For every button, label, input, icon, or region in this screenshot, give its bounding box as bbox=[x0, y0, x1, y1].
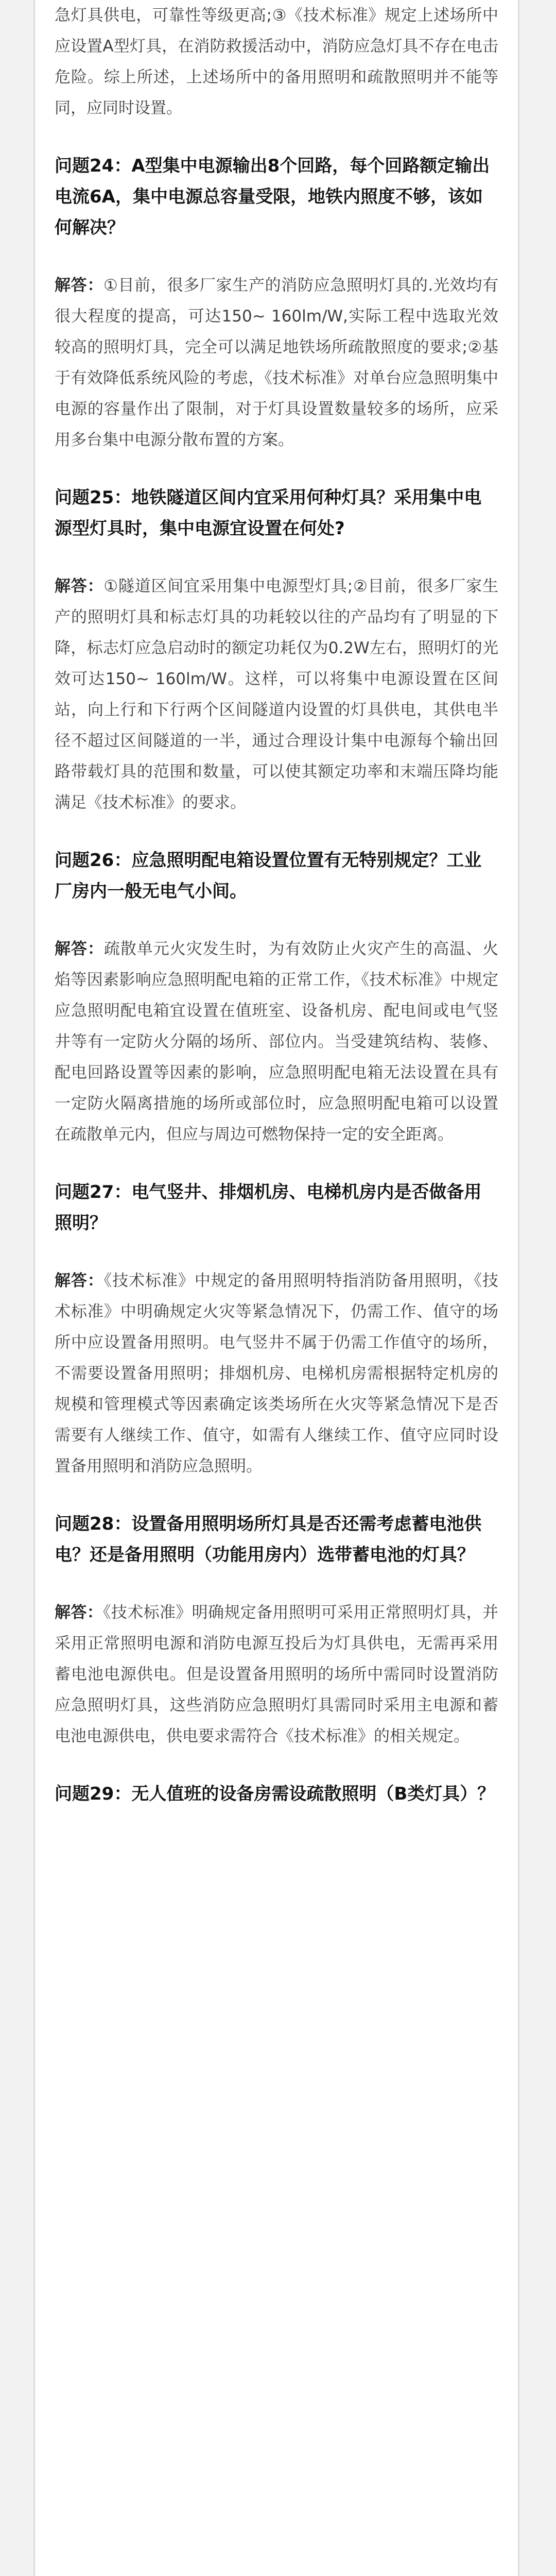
question-29 bbox=[55, 1778, 498, 1809]
question-text: 设置备用照明场所灯具是否还需考虑蓄电池供电？还是备用照明（功能用房内）选带蓄电池的灯具？ bbox=[55, 1514, 482, 1565]
answer-label: 解答： bbox=[55, 1272, 104, 1290]
question-label: 问题26： bbox=[55, 850, 132, 871]
question-label: 问题27： bbox=[55, 1182, 132, 1202]
question-27 bbox=[55, 1177, 498, 1239]
question-text: A型集中电源输出8个回路，每个回路额定输出电流6A，集中电源总容量受限，地铁内照度不够，该如何解决？ bbox=[55, 156, 490, 238]
article-content bbox=[35, 0, 518, 1809]
question-26 bbox=[55, 845, 498, 907]
answer-text: 《技术标准》中规定的备用照明特指消防备用照明，《技术标准》中明确规定火灾等紧急情况下，仍需工作、值守的场所中应设置备用照明。电气竖井不属于仍需工作值守的场所，不需要设置备用照明；排烟机房、电梯机房需根据特定机房的规模和管理模式等因素确定该类场所在火灾等紧急情况下是否需要有人继续工作、值守，如需有人继续工作、值守应同时设置备用照明和消防应急照明。 bbox=[55, 1272, 499, 1476]
answer-text: ①目前，很多厂家生产的消防应急照明灯具的.光效均有很大程度的提高，可达150~ 160lm/W,实际工程中选取光效较高的照明灯具，完全可以满足地铁场所疏散照度的要求;②基于有效降低系统风险的考虑，《技术标准》对单台应急照明集中电源的容量作出了限制，对于灯具设置数量较多的场所，应采用多台集中电源分散布置的方案。 bbox=[55, 276, 498, 449]
answer-28 bbox=[55, 1597, 498, 1752]
question-label: 问题29： bbox=[55, 1784, 132, 1804]
question-text: 应急照明配电箱设置位置有无特别规定？工业厂房内一般无电气小间。 bbox=[55, 850, 482, 902]
question-25 bbox=[55, 482, 498, 544]
question-label: 问题24： bbox=[55, 156, 132, 176]
answer-label: 解答： bbox=[55, 276, 104, 295]
answer-label: 解答： bbox=[55, 1603, 103, 1622]
answer-27 bbox=[55, 1265, 498, 1482]
article-card bbox=[33, 0, 519, 2576]
intro-paragraph: 急灯具供电，可靠性等级更高;③《技术标准》规定上述场所中应设置A型灯具，在消防救援活动中，消防应急灯具不存在电击危险。综上所述，上述场所中的备用照明和疏散照明并不能等同，应同时设置。 bbox=[55, 6, 498, 117]
answer-text: 疏散单元火灾发生时，为有效防止火灾产生的高温、火焰等因素影响应急照明配电箱的正常工作，《技术标准》中规定应急照明配电箱宜设置在值班室、设备机房、配电间或电气竖井等有一定防火分隔的场所、部位内。当受建筑结构、装修、配电回路设置等因素的影响，应急照明配电箱无法设置在具有一定防火隔离措施的场所或部位时，应急照明配电箱可以设置在疏散单元内，但应与周边可燃物保持一定的安全距离。 bbox=[55, 940, 499, 1144]
answer-label: 解答： bbox=[55, 940, 104, 958]
question-text: 无人值班的设备房需设疏散照明（B类灯具）？ bbox=[131, 1784, 495, 1804]
answer-25 bbox=[55, 571, 498, 818]
answer-text: ①隧道区间宜采用集中电源型灯具;②目前，很多厂家生产的照明灯具和标志灯具的功耗较以往的产品均有了明显的下降，标志灯应急启动时的额定功耗仅为0.2W左右，照明灯的光效可达150~ 160lm/W。这样，可以将集中电源设置在区间站，向上行和下行两个区间隧道内设置的灯具供电，其供电半径不超过区间隧道的一半，通过合理设计集中电源每个输出回路带载灯具的范围和数量，可以使其额定功率和末端压降均能满足《技术标准》的要求。 bbox=[55, 577, 499, 812]
question-text: 地铁隧道区间内宜采用何种灯具？采用集中电源型灯具时，集中电源宜设置在何处? bbox=[55, 487, 482, 539]
answer-26 bbox=[55, 934, 498, 1150]
answer-text: 《技术标准》明确规定备用照明可采用正常照明灯具，并采用正常照明电源和消防电源互投后为灯具供电，无需再采用蓄电池电源供电。但是设置备用照明的场所中需同时设置消防应急照明灯具，这些消防应急照明灯具需同时采用主电源和蓄电池电源供电，供电要求需符合《技术标准》的相关规定。 bbox=[55, 1603, 499, 1745]
question-label: 问题28： bbox=[55, 1514, 132, 1534]
question-label: 问题25： bbox=[55, 487, 132, 508]
question-28 bbox=[55, 1509, 498, 1570]
answer-24 bbox=[55, 270, 498, 455]
answer-label: 解答： bbox=[55, 577, 104, 596]
question-24 bbox=[55, 150, 498, 243]
question-text: 电气竖井、排烟机房、电梯机房内是否做备用照明？ bbox=[55, 1182, 482, 1233]
